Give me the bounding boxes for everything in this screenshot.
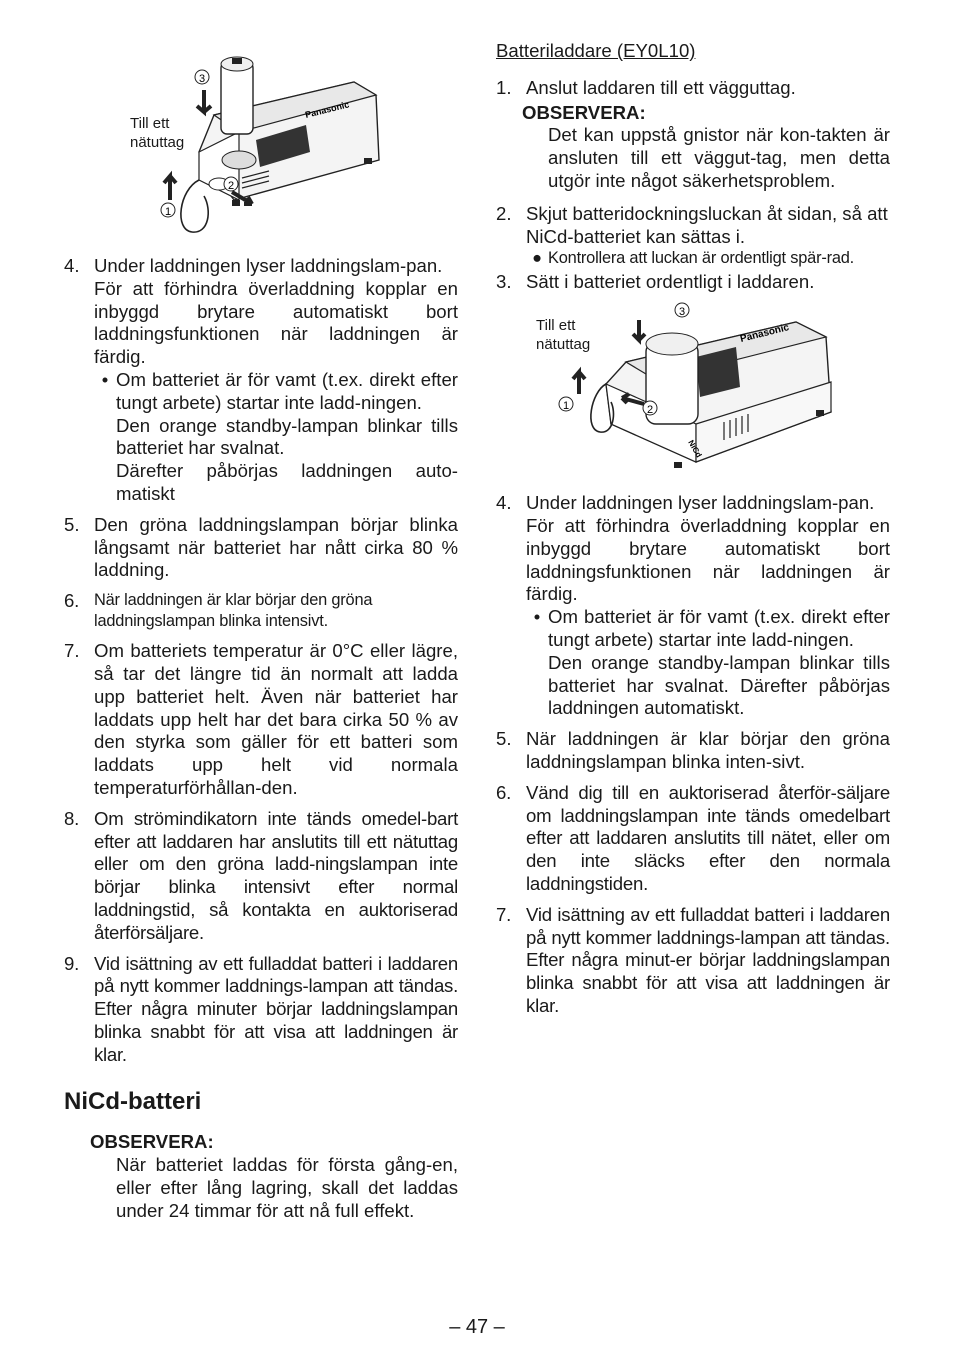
charger-illustration — [64, 0, 458, 255]
page-number: – 47 – — [449, 1316, 505, 1338]
nicd-side-label: NiCd — [686, 438, 704, 460]
bullet-item: ● Kontrollera att luckan är ordentligt spär-rad. — [532, 249, 855, 268]
brand-logo: Panasonic — [739, 322, 791, 346]
list-item-6-right: 6. Vänd dig till en auktoriserad återför-säljare om laddningslampan inte tänds omedelbart efter att laddaren anslutits till nätet, eller om den inte släcks efter den normala laddningstiden. — [496, 781, 890, 894]
observera-text-right: Det kan uppstå gnistor när kon-takten är ansluten till ett väggut-tag, men detta utgör inte något säkerhetsproblem. — [548, 124, 890, 191]
list-item-6: 6. När laddningen är klar börjar den gröna laddningslampan blinka intensivt. — [64, 590, 373, 631]
list-item-4-right: 4. Under laddningen lyser laddningslam-pan. För att förhindra överladdning kopplar en inbyggd brytare automatiskt bort laddningsfunktionen när laddningen är färdig. • Om batteriet är för vamt (t.ex. direkt efter tungt arbete) startar inte ladd-ningen. Den orange standby-lampan blinkar tills batteriet har svalnat. Därefter påbörjas laddningen automatiskt. — [496, 492, 890, 719]
right-column — [496, 40, 890, 1026]
bullet-item: • Om batteriet är för vamt (t.ex. direkt efter tungt arbete) startar inte ladd-ningen. Den orange standby-lampan blinkar tills batteriet har svalnat. Därefter påbörjas laddningen automatiskt. — [533, 606, 890, 719]
list-item-1: 1. Anslut laddaren till ett vägguttag. — [496, 76, 796, 98]
list-item-8: 8. Om strömindikatorn inte tänds omedel-bart efter att laddaren har anslutits till ett nätuttag eller om den gröna ladd-ningslampan inte börjar blinka intensivt efter normal laddningstid, så kontakta en auktoriserad återförsäljare. — [64, 807, 458, 943]
section-heading-nicd: NiCd-batteri — [64, 1087, 202, 1115]
list-item-9: 9. Vid isättning av ett fulladdat batteri i laddaren på nytt kommer laddnings-lampan att tändas. Efter några minuter börjar laddningslampan blinka snabbt för att visa att laddningen är klar. — [64, 952, 458, 1065]
callout-2: 2 — [227, 180, 235, 192]
charger-figure-right — [496, 302, 890, 492]
list-item-5: 5. Den gröna laddningslampan börjar blinka långsamt när batteriet har nått cirka 80 % laddning. — [64, 513, 458, 581]
list-item-7: 7. Om batteriets temperatur är 0°C eller lägre, så tar det längre tid än normalt att ladda upp batteriet helt. Även när batteriet har laddats upp helt har det bara cirka 50 % av den styrka som gäller för ett batteri som laddats upp helt vid normala temperaturförhållan-den. — [64, 640, 458, 798]
charger-figure-left — [64, 0, 458, 255]
bullet-item: • Om batteriet är för vamt (t.ex. direkt efter tungt arbete) startar inte ladd-ningen. Den orange standby-lampan blinkar tills batteriet har svalnat. Därefter påbörjas laddningen auto-matiskt — [101, 368, 458, 504]
section-title-charger: Batteriladdare (EY0L10) — [496, 40, 696, 61]
brand-logo: Panasonic — [304, 99, 351, 120]
figure-label: Till ett nätuttag — [536, 317, 591, 354]
callout-3: 3 — [678, 306, 686, 319]
observera-label: OBSERVERA: — [90, 1131, 214, 1153]
list-item-2: 2. Skjut batteridockningsluckan åt sidan, så att NiCd-batteriet kan sättas i. ● Kontrollera att luckan är ordentligt spär-rad. — [496, 203, 890, 270]
observera-label-right: OBSERVERA: — [522, 101, 646, 123]
callout-3: 3 — [198, 73, 206, 85]
list-item-4: 4. Under laddningen lyser laddningslam-pan. För att förhindra överladdning kopplar en inbyggd brytare automatiskt bort laddningsfunktionen när laddningen är färdig. • Om batteriet är för vamt (t.ex. direkt efter tungt arbete) startar inte ladd-ningen. Den orange standby-lampan blinkar tills batteriet har svalnat. Därefter påbörjas laddningen auto-matiskt — [64, 255, 458, 504]
list-item-7-right: 7. Vid isättning av ett fulladdat batteri i laddaren på nytt kommer laddnings-lampan att tändas. Efter några minut-er börjar laddningslampan blinka snabbt för att visa att laddningen är klar. — [496, 903, 890, 1016]
callout-1: 1 — [164, 206, 172, 218]
callout-1: 1 — [562, 400, 570, 413]
figure-label: Till ett nätuttag — [130, 115, 185, 151]
left-column — [64, 0, 458, 1222]
callout-2: 2 — [646, 404, 654, 417]
list-item-5-right: 5. När laddningen är klar börjar den gröna laddningslampan blinka inten-sivt. — [496, 728, 890, 772]
list-item-3: 3. Sätt i batteriet ordentligt i laddaren. — [496, 271, 815, 293]
observera-text: När batteriet laddas för första gång-en, eller efter lång lagring, skall det laddas under 24 timmar för att nå full effekt. — [116, 1154, 458, 1221]
